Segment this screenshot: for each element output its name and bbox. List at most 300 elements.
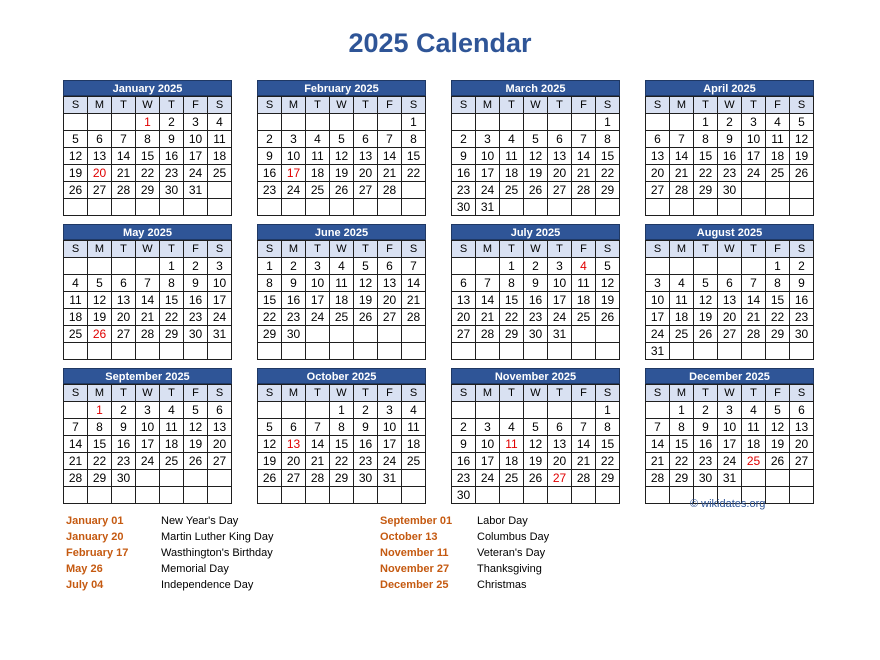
day-cell	[476, 258, 500, 275]
day-cell: 24	[282, 182, 306, 199]
day-cell	[402, 199, 426, 216]
day-cell: 9	[524, 275, 548, 292]
day-cell: 17	[306, 292, 330, 309]
holiday-date: January 01	[66, 515, 124, 527]
day-cell: 2	[718, 114, 742, 131]
day-cell: 21	[306, 453, 330, 470]
month-calendar	[451, 80, 620, 216]
day-cell: 2	[694, 402, 718, 419]
day-cell	[694, 199, 718, 216]
day-cell	[64, 199, 88, 216]
day-cell: 17	[378, 436, 402, 453]
day-cell: 22	[402, 165, 426, 182]
day-cell: 4	[330, 258, 354, 275]
week-row	[64, 199, 232, 216]
weekday-label: F	[378, 385, 402, 402]
day-cell: 11	[572, 275, 596, 292]
day-cell: 30	[718, 182, 742, 199]
day-cell: 7	[572, 131, 596, 148]
day-cell	[596, 199, 620, 216]
weekday-label: T	[500, 97, 524, 114]
holiday-date: January 20	[66, 531, 124, 543]
day-cell: 15	[88, 436, 112, 453]
month-table	[257, 240, 426, 360]
day-cell	[208, 343, 232, 360]
month-calendar	[451, 368, 620, 504]
day-cell: 10	[378, 419, 402, 436]
day-cell	[500, 199, 524, 216]
day-cell: 11	[742, 419, 766, 436]
day-cell: 9	[112, 419, 136, 436]
weekday-label: F	[766, 241, 790, 258]
weekday-label: W	[330, 97, 354, 114]
day-cell: 3	[476, 419, 500, 436]
day-cell: 16	[452, 453, 476, 470]
day-cell: 13	[88, 148, 112, 165]
day-cell: 29	[766, 326, 790, 343]
week-row	[258, 326, 426, 343]
day-cell: 26	[354, 309, 378, 326]
day-cell: 25	[572, 309, 596, 326]
week-row	[258, 258, 426, 275]
day-cell: 6	[378, 258, 402, 275]
day-cell: 17	[476, 453, 500, 470]
day-cell: 8	[402, 131, 426, 148]
week-row	[646, 402, 814, 419]
weekday-label: F	[766, 97, 790, 114]
day-cell	[646, 114, 670, 131]
weekday-label: T	[354, 385, 378, 402]
day-cell: 27	[282, 470, 306, 487]
day-cell: 8	[258, 275, 282, 292]
day-cell: 13	[790, 419, 814, 436]
day-cell: 11	[208, 131, 232, 148]
day-cell	[572, 343, 596, 360]
weekday-label: S	[402, 241, 426, 258]
day-cell: 26	[766, 453, 790, 470]
day-cell: 14	[112, 148, 136, 165]
day-cell	[790, 199, 814, 216]
month-table	[451, 384, 620, 504]
day-cell: 14	[378, 148, 402, 165]
holiday-date: May 26	[66, 563, 103, 575]
day-cell	[306, 199, 330, 216]
day-cell: 7	[402, 258, 426, 275]
day-cell: 22	[330, 453, 354, 470]
day-cell	[742, 199, 766, 216]
day-cell: 1	[330, 402, 354, 419]
day-cell	[330, 114, 354, 131]
day-cell	[208, 470, 232, 487]
holiday-date: February 17	[66, 547, 129, 559]
day-cell: 22	[258, 309, 282, 326]
month-title: July 2025	[451, 224, 620, 240]
day-cell: 27	[112, 326, 136, 343]
weekday-label: T	[694, 97, 718, 114]
day-cell	[282, 343, 306, 360]
week-row	[452, 165, 620, 182]
day-cell: 17	[548, 292, 572, 309]
week-row	[646, 182, 814, 199]
month-calendar	[257, 224, 426, 360]
day-cell: 24	[476, 182, 500, 199]
day-cell	[790, 487, 814, 504]
day-cell: 15	[136, 148, 160, 165]
day-cell	[524, 487, 548, 504]
week-row	[64, 148, 232, 165]
day-cell: 6	[790, 402, 814, 419]
week-row	[258, 275, 426, 292]
day-cell: 2	[452, 131, 476, 148]
week-row	[64, 419, 232, 436]
day-cell: 16	[790, 292, 814, 309]
day-cell: 23	[694, 453, 718, 470]
weekday-label: T	[548, 241, 572, 258]
day-cell: 8	[88, 419, 112, 436]
day-cell	[548, 402, 572, 419]
weekday-label: S	[64, 385, 88, 402]
weekday-label: M	[670, 385, 694, 402]
day-cell: 28	[64, 470, 88, 487]
day-cell: 11	[766, 131, 790, 148]
month-table	[645, 96, 814, 216]
credit-link[interactable]: © wikidates.org	[690, 498, 766, 510]
day-cell: 27	[88, 182, 112, 199]
day-cell: 20	[354, 165, 378, 182]
day-cell: 4	[572, 258, 596, 275]
day-cell: 29	[694, 182, 718, 199]
holiday-row	[66, 561, 274, 577]
day-cell	[790, 343, 814, 360]
day-cell: 10	[476, 148, 500, 165]
day-cell: 19	[330, 165, 354, 182]
day-cell	[136, 487, 160, 504]
week-row	[646, 258, 814, 275]
day-cell: 4	[766, 114, 790, 131]
day-cell: 16	[452, 165, 476, 182]
day-cell: 16	[160, 148, 184, 165]
day-cell: 3	[718, 402, 742, 419]
day-cell	[112, 258, 136, 275]
weekday-label: T	[354, 241, 378, 258]
day-cell	[646, 402, 670, 419]
day-cell: 12	[258, 436, 282, 453]
holiday-name: Veteran's Day	[477, 547, 546, 559]
day-cell: 22	[670, 453, 694, 470]
day-cell	[452, 114, 476, 131]
day-cell: 11	[330, 275, 354, 292]
weekday-label: T	[742, 97, 766, 114]
day-cell: 1	[402, 114, 426, 131]
day-cell: 15	[160, 292, 184, 309]
month-calendar	[645, 224, 814, 360]
day-cell: 6	[354, 131, 378, 148]
day-cell: 12	[790, 131, 814, 148]
day-cell	[88, 258, 112, 275]
day-cell	[208, 487, 232, 504]
day-cell: 23	[354, 453, 378, 470]
holiday-date: September 01	[380, 515, 453, 527]
weekday-label: S	[596, 97, 620, 114]
day-cell: 15	[330, 436, 354, 453]
week-row	[258, 470, 426, 487]
day-cell: 21	[476, 309, 500, 326]
month-calendar	[257, 368, 426, 504]
weekday-label: M	[670, 97, 694, 114]
weekday-label: S	[258, 241, 282, 258]
day-cell: 10	[646, 292, 670, 309]
day-cell: 18	[64, 309, 88, 326]
day-cell: 22	[500, 309, 524, 326]
day-cell	[500, 114, 524, 131]
day-cell: 10	[718, 419, 742, 436]
day-cell: 22	[596, 453, 620, 470]
weekday-label: S	[402, 385, 426, 402]
day-cell: 23	[258, 182, 282, 199]
day-cell: 13	[282, 436, 306, 453]
day-cell: 10	[548, 275, 572, 292]
day-cell: 27	[354, 182, 378, 199]
day-cell: 23	[160, 165, 184, 182]
weekday-label: W	[136, 385, 160, 402]
week-row	[452, 326, 620, 343]
month-title: October 2025	[257, 368, 426, 384]
day-cell: 15	[402, 148, 426, 165]
day-cell: 27	[718, 326, 742, 343]
week-row	[64, 131, 232, 148]
month-title: February 2025	[257, 80, 426, 96]
week-row	[258, 165, 426, 182]
day-cell: 3	[184, 114, 208, 131]
day-cell: 23	[452, 470, 476, 487]
day-cell: 28	[742, 326, 766, 343]
month-table	[63, 240, 232, 360]
day-cell	[742, 343, 766, 360]
day-cell	[258, 114, 282, 131]
day-cell	[500, 487, 524, 504]
day-cell: 19	[524, 453, 548, 470]
day-cell: 17	[136, 436, 160, 453]
day-cell: 11	[500, 436, 524, 453]
weekday-label: S	[790, 97, 814, 114]
day-cell: 28	[646, 470, 670, 487]
week-row	[452, 436, 620, 453]
day-cell: 9	[282, 275, 306, 292]
day-cell	[258, 402, 282, 419]
month-table	[645, 384, 814, 504]
day-cell: 7	[646, 419, 670, 436]
day-cell: 28	[670, 182, 694, 199]
day-cell: 31	[208, 326, 232, 343]
week-row	[258, 148, 426, 165]
day-cell: 23	[184, 309, 208, 326]
weekday-label: S	[790, 385, 814, 402]
day-cell: 29	[330, 470, 354, 487]
day-cell: 20	[88, 165, 112, 182]
week-row	[646, 148, 814, 165]
day-cell: 9	[184, 275, 208, 292]
day-cell: 5	[790, 114, 814, 131]
day-cell: 31	[184, 182, 208, 199]
day-cell: 22	[596, 165, 620, 182]
day-cell: 2	[524, 258, 548, 275]
day-cell: 1	[596, 114, 620, 131]
day-cell: 21	[572, 453, 596, 470]
weekday-label: M	[476, 385, 500, 402]
holiday-name: Thanksgiving	[477, 563, 542, 575]
day-cell: 19	[524, 165, 548, 182]
month-title: December 2025	[645, 368, 814, 384]
day-cell: 29	[160, 326, 184, 343]
day-cell: 13	[548, 148, 572, 165]
weekday-label: T	[354, 97, 378, 114]
day-cell: 7	[64, 419, 88, 436]
week-row	[258, 487, 426, 504]
day-cell: 12	[524, 436, 548, 453]
week-row	[646, 309, 814, 326]
day-cell	[88, 487, 112, 504]
day-cell: 16	[354, 436, 378, 453]
day-cell	[378, 343, 402, 360]
weekday-label: M	[282, 385, 306, 402]
day-cell	[670, 258, 694, 275]
day-cell: 2	[282, 258, 306, 275]
day-cell: 20	[208, 436, 232, 453]
day-cell: 23	[282, 309, 306, 326]
holiday-row	[380, 545, 549, 561]
day-cell: 19	[88, 309, 112, 326]
day-cell	[306, 343, 330, 360]
holiday-row	[66, 529, 274, 545]
weekday-label: W	[718, 385, 742, 402]
day-cell: 27	[452, 326, 476, 343]
week-row	[64, 258, 232, 275]
holiday-list-left	[66, 513, 274, 593]
day-cell: 11	[670, 292, 694, 309]
holiday-name: Christmas	[477, 579, 527, 591]
month-title: January 2025	[63, 80, 232, 96]
day-cell: 3	[208, 258, 232, 275]
day-cell	[476, 114, 500, 131]
day-cell: 31	[476, 199, 500, 216]
week-row	[258, 343, 426, 360]
day-cell	[646, 199, 670, 216]
day-cell	[452, 343, 476, 360]
day-cell: 4	[402, 402, 426, 419]
month-table	[451, 96, 620, 216]
day-cell: 20	[548, 165, 572, 182]
week-row	[452, 419, 620, 436]
week-row	[258, 419, 426, 436]
day-cell	[766, 487, 790, 504]
day-cell: 5	[766, 402, 790, 419]
day-cell: 22	[766, 309, 790, 326]
day-cell: 14	[572, 436, 596, 453]
day-cell: 22	[694, 165, 718, 182]
day-cell: 12	[766, 419, 790, 436]
day-cell: 15	[766, 292, 790, 309]
day-cell: 17	[184, 148, 208, 165]
day-cell: 23	[524, 309, 548, 326]
day-cell: 19	[790, 148, 814, 165]
month-calendar	[63, 224, 232, 360]
day-cell: 27	[548, 470, 572, 487]
day-cell: 30	[452, 487, 476, 504]
day-cell	[548, 487, 572, 504]
day-cell: 21	[670, 165, 694, 182]
day-cell	[160, 470, 184, 487]
day-cell	[208, 182, 232, 199]
day-cell: 18	[330, 292, 354, 309]
day-cell	[208, 199, 232, 216]
day-cell	[476, 487, 500, 504]
day-cell: 23	[790, 309, 814, 326]
weekday-label: S	[64, 97, 88, 114]
week-row	[452, 199, 620, 216]
day-cell: 18	[670, 309, 694, 326]
day-cell	[378, 326, 402, 343]
day-cell: 12	[354, 275, 378, 292]
month-calendar	[63, 80, 232, 216]
day-cell: 14	[402, 275, 426, 292]
day-cell: 17	[718, 436, 742, 453]
day-cell: 11	[64, 292, 88, 309]
day-cell: 5	[524, 131, 548, 148]
day-cell: 21	[64, 453, 88, 470]
day-cell	[742, 182, 766, 199]
page-title: 2025 Calendar	[348, 28, 532, 58]
week-row	[258, 436, 426, 453]
day-cell	[402, 487, 426, 504]
week-row	[258, 131, 426, 148]
day-cell: 28	[306, 470, 330, 487]
day-cell	[136, 470, 160, 487]
day-cell: 13	[378, 275, 402, 292]
day-cell: 10	[184, 131, 208, 148]
day-cell: 9	[452, 436, 476, 453]
day-cell	[306, 114, 330, 131]
day-cell	[548, 199, 572, 216]
weekday-label: W	[330, 385, 354, 402]
day-cell: 30	[354, 470, 378, 487]
day-cell	[64, 258, 88, 275]
day-cell	[258, 487, 282, 504]
day-cell: 3	[306, 258, 330, 275]
day-cell: 2	[258, 131, 282, 148]
day-cell: 14	[136, 292, 160, 309]
day-cell: 21	[572, 165, 596, 182]
day-cell: 20	[790, 436, 814, 453]
week-row	[452, 343, 620, 360]
day-cell: 4	[160, 402, 184, 419]
day-cell: 15	[500, 292, 524, 309]
day-cell: 20	[282, 453, 306, 470]
month-table	[257, 384, 426, 504]
day-cell: 25	[402, 453, 426, 470]
month-title: June 2025	[257, 224, 426, 240]
month-calendar	[257, 80, 426, 216]
day-cell	[112, 487, 136, 504]
holiday-row	[66, 577, 274, 593]
week-row	[452, 114, 620, 131]
weekday-label: W	[524, 385, 548, 402]
day-cell	[572, 402, 596, 419]
week-row	[452, 275, 620, 292]
day-cell	[766, 470, 790, 487]
day-cell: 18	[160, 436, 184, 453]
month-table	[451, 240, 620, 360]
day-cell	[402, 182, 426, 199]
